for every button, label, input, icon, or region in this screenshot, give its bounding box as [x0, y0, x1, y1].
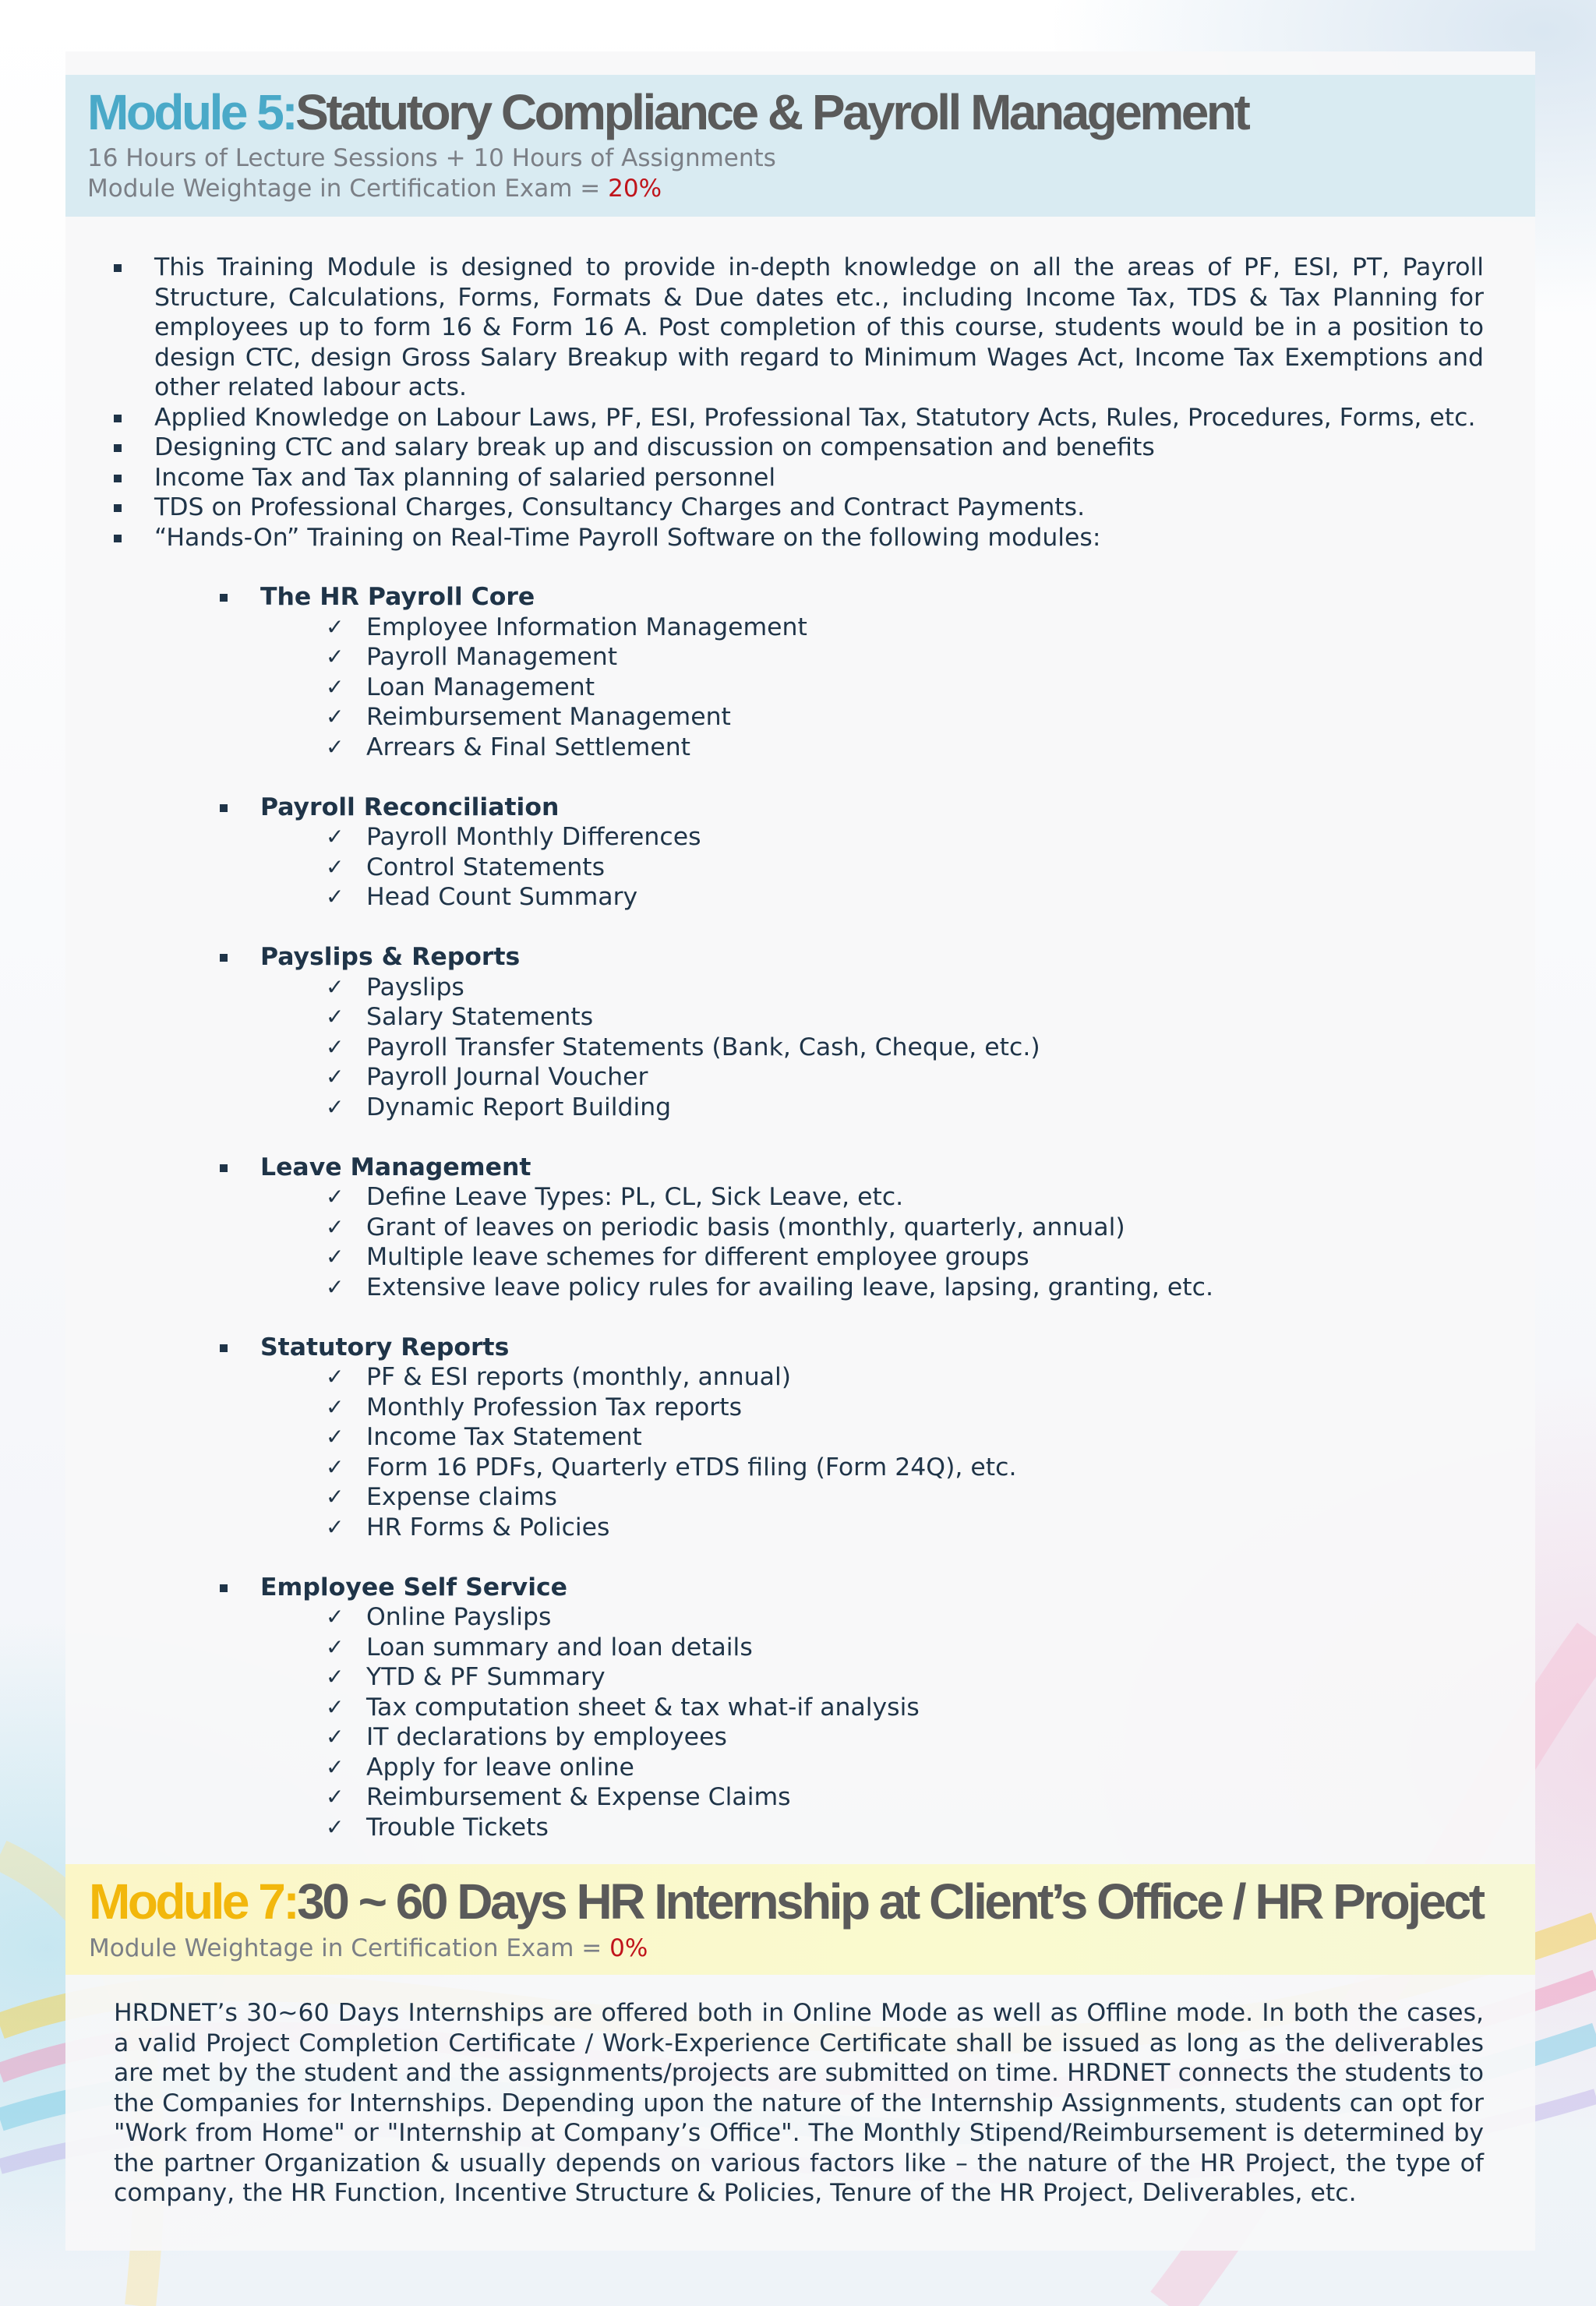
check-mark-icon: ✓	[326, 704, 344, 729]
feature-item	[326, 1422, 1484, 1453]
module5-bullet: Designing CTC and salary break up and discussion on compensation and benefits	[114, 433, 1484, 463]
check-mark-icon: ✓	[326, 1453, 344, 1480]
check-mark-icon: ✓	[326, 824, 344, 849]
feature-item	[326, 853, 1484, 883]
feature-item-text: Tax computation sheet & tax what-if analysis	[366, 1693, 920, 1722]
feature-item-text: IT declarations by employees	[366, 1723, 727, 1751]
feature-item	[326, 822, 1484, 853]
check-mark-icon: ✓	[326, 1513, 344, 1540]
feature-item	[326, 1393, 1484, 1423]
feature-item	[326, 1362, 1484, 1393]
check-mark-icon: ✓	[326, 1753, 344, 1780]
module7-weightage-label: Module Weightage in Certification Exam =	[89, 1934, 610, 1962]
check-mark-icon: ✓	[326, 1724, 344, 1750]
feature-item	[326, 1693, 1484, 1723]
group-feature-list	[260, 1602, 1484, 1842]
group-title: Leave Management	[260, 1153, 531, 1181]
check-mark-icon: ✓	[326, 1244, 344, 1270]
check-mark-icon: ✓	[326, 1604, 344, 1630]
module5-bullet: “Hands-On” Training on Real-Time Payroll Software on the following modules:	[114, 523, 1484, 553]
feature-item	[326, 882, 1484, 913]
feature-item	[326, 1273, 1484, 1303]
module7-label: Module 7:	[89, 1873, 298, 1930]
feature-item-text: Payroll Journal Voucher	[366, 1063, 648, 1091]
group-title: Statutory Reports	[260, 1333, 510, 1361]
feature-item-text: Apply for leave online	[366, 1753, 634, 1782]
feature-item-text: Loan Management	[366, 673, 595, 701]
module5-bullet: TDS on Professional Charges, Consultancy Charges and Contract Payments.	[114, 493, 1484, 523]
check-mark-icon: ✓	[326, 1213, 344, 1240]
feature-item-text: Trouble Tickets	[366, 1813, 549, 1842]
check-mark-icon: ✓	[326, 1364, 344, 1390]
group-title: Employee Self Service	[260, 1573, 568, 1601]
check-mark-icon: ✓	[326, 1093, 344, 1120]
feature-item-text: Control Statements	[366, 853, 606, 881]
check-mark-icon: ✓	[326, 853, 344, 880]
feature-item-text: Dynamic Report Building	[366, 1093, 672, 1121]
feature-item	[326, 1813, 1484, 1843]
feature-item-text: Loan summary and loan details	[366, 1633, 753, 1662]
software-module-group	[220, 582, 1484, 762]
module5-hours: 16 Hours of Lecture Sessions + 10 Hours of Assignments	[87, 144, 776, 172]
internship-description: HRDNET’s 30~60 Days Internships are offered both in Online Mode as well as Offline mode. In both the cases, a valid Project Completion Certificate / Work-Experience Certificate shall be issued as long as the deliverables are met by the student and the assignments/projects are submitted on time. HRDNET connects the students to the Companies for Internships. Depending upon the nature of the Internship Assignments, students can opt for "Work from Home" or "Internship at Company’s Office". The Monthly Stipend/Reimbursement is determined by the partner Organization & usually depends on various factors like – the nature of the HR Project, the type of company, the HR Function, Incentive Structure & Policies, Tenure of the HR Project, Deliverables, etc.	[114, 1999, 1484, 2207]
check-mark-icon: ✓	[326, 1633, 344, 1660]
feature-item-text: Salary Statements	[366, 1003, 594, 1031]
group-feature-list	[260, 613, 1484, 763]
check-mark-icon: ✓	[326, 884, 344, 909]
module5-label: Module 5:	[87, 84, 296, 140]
feature-item	[326, 702, 1484, 733]
feature-item	[326, 613, 1484, 643]
module5-weightage-label: Module Weightage in Certification Exam =	[87, 175, 609, 203]
check-mark-icon: ✓	[326, 733, 344, 760]
group-feature-list	[260, 973, 1484, 1123]
software-module-group	[220, 1573, 1484, 1843]
feature-item	[326, 733, 1484, 763]
check-mark-icon: ✓	[326, 1784, 344, 1810]
check-mark-icon: ✓	[326, 973, 344, 1000]
group-title: Payroll Reconciliation	[260, 793, 560, 821]
module5-weightage-value: 20%	[608, 175, 662, 203]
check-mark-icon: ✓	[326, 1033, 344, 1060]
check-mark-icon: ✓	[326, 1184, 344, 1210]
check-mark-icon: ✓	[326, 1064, 344, 1089]
feature-item	[326, 642, 1484, 673]
group-feature-list	[260, 1362, 1484, 1542]
feature-item	[326, 973, 1484, 1003]
feature-item	[326, 1242, 1484, 1273]
module7-weightage	[89, 1933, 648, 1963]
check-mark-icon: ✓	[326, 1273, 344, 1300]
feature-item-text: HR Forms & Policies	[366, 1513, 610, 1541]
check-mark-icon: ✓	[326, 644, 344, 669]
feature-item-text: Payroll Transfer Statements (Bank, Cash, Cheque, etc.)	[366, 1033, 1040, 1061]
check-mark-icon: ✓	[326, 1004, 344, 1029]
module5-bullet: This Training Module is designed to provide in-depth knowledge on all the areas of PF, ESI, PT, Payroll Structure, Calculations, Forms, Formats & Due dates etc., including Income Tax, TDS & Tax Planning for employees up to form 16 & Form 16 A. Post completion of this course, students would be in a position to design CTC, design Gross Salary Breakup with regard to Minimum Wages Act, Income Tax Exemptions and other related labour acts.	[114, 252, 1484, 403]
feature-item-text: Multiple leave schemes for different employee groups	[366, 1243, 1029, 1271]
feature-item-text: Monthly Profession Tax reports	[366, 1393, 743, 1421]
module7-heading	[89, 1873, 1483, 1930]
module7-weightage-value: 0%	[609, 1934, 648, 1962]
module5-heading	[87, 84, 1248, 140]
feature-item-text: Payroll Management	[366, 643, 618, 671]
feature-item	[326, 1182, 1484, 1213]
feature-item-text: Reimbursement & Expense Claims	[366, 1783, 791, 1811]
module5-bullet: Income Tax and Tax planning of salaried personnel	[114, 463, 1484, 493]
feature-item-text: Head Count Summary	[366, 883, 638, 911]
software-module-group	[220, 1153, 1484, 1303]
check-mark-icon: ✓	[326, 1393, 344, 1420]
group-feature-list	[260, 1182, 1484, 1302]
feature-item-text: Income Tax Statement	[366, 1423, 642, 1451]
module5-bullet: Applied Knowledge on Labour Laws, PF, ESI, Professional Tax, Statutory Acts, Rules, Procedures, Forms, etc.	[114, 403, 1484, 433]
feature-item	[326, 1093, 1484, 1123]
module5-weightage	[87, 174, 662, 203]
feature-item	[326, 1633, 1484, 1663]
module5-content	[114, 252, 1484, 1873]
feature-item-text: PF & ESI reports (monthly, annual)	[366, 1363, 792, 1391]
feature-item	[326, 1033, 1484, 1063]
check-mark-icon: ✓	[326, 1424, 344, 1450]
feature-item	[326, 1753, 1484, 1783]
feature-item-text: Expense claims	[366, 1483, 557, 1511]
feature-item	[326, 1002, 1484, 1033]
feature-item	[326, 1213, 1484, 1243]
software-module-group	[220, 942, 1484, 1122]
feature-item-text: Payslips	[366, 973, 464, 1001]
software-module-group	[220, 1333, 1484, 1543]
module5-title: Statutory Compliance & Payroll Management	[295, 84, 1248, 140]
feature-item-text: Extensive leave policy rules for availing leave, lapsing, granting, etc.	[366, 1273, 1213, 1301]
module5-bullet-list	[114, 252, 1484, 553]
feature-item-text: Employee Information Management	[366, 613, 807, 641]
feature-item	[326, 1513, 1484, 1543]
feature-item	[326, 1722, 1484, 1753]
feature-item-text: Arrears & Final Settlement	[366, 733, 691, 761]
feature-item	[326, 1482, 1484, 1513]
check-mark-icon: ✓	[326, 1693, 344, 1720]
check-mark-icon: ✓	[326, 1484, 344, 1510]
feature-item-text: Payroll Monthly Differences	[366, 823, 701, 851]
group-title: The HR Payroll Core	[260, 583, 535, 611]
check-mark-icon: ✓	[326, 673, 344, 700]
check-mark-icon: ✓	[326, 613, 344, 640]
feature-item	[326, 1062, 1484, 1093]
feature-item-text: Form 16 PDFs, Quarterly eTDS filing (Form 24Q), etc.	[366, 1453, 1017, 1481]
feature-item-text: Define Leave Types: PL, CL, Sick Leave, etc.	[366, 1183, 904, 1211]
feature-item-text: YTD & PF Summary	[366, 1663, 606, 1691]
group-feature-list	[260, 822, 1484, 913]
check-mark-icon: ✓	[326, 1813, 344, 1840]
software-module-groups	[114, 582, 1484, 1842]
software-module-group	[220, 793, 1484, 913]
feature-item	[326, 1662, 1484, 1693]
feature-item-text: Reimbursement Management	[366, 703, 731, 731]
feature-item-text: Online Payslips	[366, 1603, 552, 1631]
feature-item	[326, 1782, 1484, 1813]
feature-item	[326, 673, 1484, 703]
feature-item	[326, 1602, 1484, 1633]
group-title: Payslips & Reports	[260, 943, 521, 971]
feature-item	[326, 1453, 1484, 1483]
feature-item-text: Grant of leaves on periodic basis (monthly, quarterly, annual)	[366, 1213, 1125, 1241]
module7-title: 30 ~ 60 Days HR Internship at Client’s Office / HR Project	[297, 1873, 1483, 1930]
check-mark-icon: ✓	[326, 1664, 344, 1690]
